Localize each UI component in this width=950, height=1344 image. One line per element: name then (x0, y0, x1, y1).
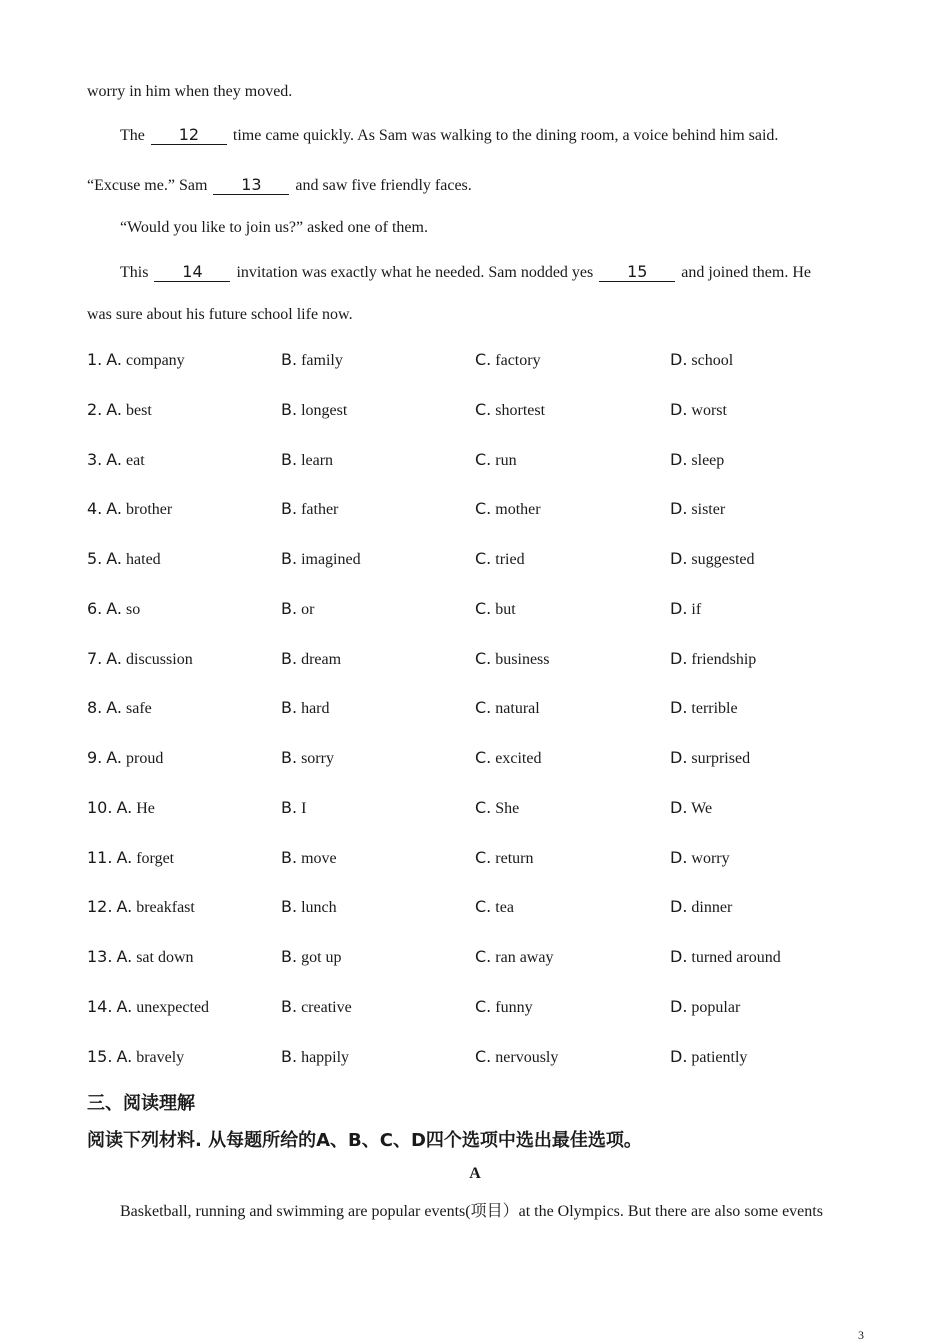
question-row (0, 399, 950, 421)
option-label: B. (281, 549, 298, 568)
option-text: sister (691, 501, 726, 518)
option-label: A. (116, 897, 133, 916)
option-text: unexpected (136, 999, 210, 1016)
passage-text: and joined them. He (681, 264, 811, 281)
option-c (475, 648, 550, 671)
option-text: company (126, 352, 185, 369)
option-d (670, 797, 712, 820)
option-a (87, 896, 195, 919)
option-label: D. (670, 798, 688, 817)
option-b (281, 449, 333, 472)
option-label: D. (670, 1047, 688, 1066)
option-text: I (301, 800, 307, 817)
option-d (670, 449, 724, 472)
blank-12: 12 (151, 126, 227, 145)
option-text: We (691, 800, 713, 817)
option-text: so (126, 601, 141, 618)
option-label: A. (116, 1047, 133, 1066)
option-text: surprised (691, 750, 751, 767)
option-d (670, 1046, 747, 1069)
option-c (475, 548, 525, 571)
question-number: 15. (87, 1047, 113, 1066)
option-text: shortest (495, 402, 546, 419)
question-row (0, 598, 950, 620)
blank-13: 13 (213, 176, 289, 195)
option-label: B. (281, 1047, 298, 1066)
option-b (281, 847, 337, 870)
option-d (670, 697, 738, 720)
option-text: hard (301, 700, 330, 717)
option-a (87, 598, 140, 621)
option-text: return (495, 850, 534, 867)
option-label: A. (106, 698, 123, 717)
option-text: bravely (136, 1049, 185, 1066)
option-label: C. (475, 848, 492, 867)
option-text: dinner (691, 899, 733, 916)
option-label: C. (475, 499, 492, 518)
option-text: ran away (495, 949, 554, 966)
option-text: learn (301, 452, 334, 469)
option-label: D. (670, 400, 688, 419)
option-text: got up (301, 949, 342, 966)
question-row (0, 996, 950, 1018)
option-label: A. (106, 400, 123, 419)
option-c (475, 896, 514, 919)
option-text: or (301, 601, 315, 618)
question-row (0, 697, 950, 719)
option-b (281, 996, 352, 1019)
option-label: D. (670, 499, 688, 518)
passage-label: A (469, 1165, 481, 1182)
option-label: B. (281, 698, 298, 717)
option-label: B. (281, 450, 298, 469)
option-d (670, 648, 756, 671)
question-number: 2. (87, 400, 103, 419)
question-row (0, 648, 950, 670)
option-label: D. (670, 549, 688, 568)
option-label: A. (106, 499, 123, 518)
option-b (281, 1046, 349, 1069)
passage-text: “Would you like to join us?” asked one of them. (120, 219, 428, 236)
passage-text: This (120, 264, 149, 281)
option-d (670, 847, 730, 870)
option-c (475, 747, 541, 770)
question-number: 7. (87, 649, 103, 668)
option-text: suggested (691, 551, 755, 568)
question-row (0, 896, 950, 918)
passage-line-6 (87, 305, 353, 325)
passage-line-4 (120, 218, 428, 238)
passage-text: time came quickly. As Sam was walking to the dining room, a voice behind him said. (232, 127, 779, 144)
passage-line-2 (120, 126, 778, 146)
option-c (475, 847, 533, 870)
question-number: 14. (87, 997, 113, 1016)
option-text: hated (126, 551, 161, 568)
option-label: A. (116, 798, 133, 817)
option-label: A. (116, 848, 133, 867)
option-a (87, 697, 152, 720)
option-label: C. (475, 400, 492, 419)
option-label: D. (670, 897, 688, 916)
option-label: C. (475, 748, 492, 767)
option-label: D. (670, 997, 688, 1016)
option-label: C. (475, 897, 492, 916)
question-row (0, 946, 950, 968)
option-b (281, 598, 314, 621)
reading-first-line: Basketball, running and swimming are popular events(项目）at the Olympics. But there are also some events (120, 1203, 823, 1220)
option-text: brother (126, 501, 173, 518)
option-b (281, 797, 306, 820)
option-text: natural (495, 700, 540, 717)
question-number: 13. (87, 947, 113, 966)
option-c (475, 399, 545, 422)
question-number: 8. (87, 698, 103, 717)
question-number: 6. (87, 599, 103, 618)
option-b (281, 648, 341, 671)
option-label: C. (475, 1047, 492, 1066)
option-label: A. (106, 599, 123, 618)
option-text: best (126, 402, 152, 419)
passage-text: The (120, 127, 145, 144)
option-text: creative (301, 999, 352, 1016)
option-text: worst (691, 402, 727, 419)
blank-15: 15 (599, 263, 675, 282)
option-text: proud (126, 750, 164, 767)
option-text: turned around (691, 949, 781, 966)
option-text: excited (495, 750, 542, 767)
option-text: sorry (301, 750, 334, 767)
option-label: C. (475, 798, 492, 817)
option-c (475, 449, 517, 472)
question-number: 3. (87, 450, 103, 469)
passage-text: “Excuse me.” Sam (87, 177, 208, 194)
option-text: forget (136, 850, 175, 867)
option-label: D. (670, 848, 688, 867)
option-text: sat down (136, 949, 194, 966)
page-number: 3 (858, 1328, 864, 1342)
option-c (475, 598, 516, 621)
passage-text: was sure about his future school life now. (87, 306, 353, 323)
option-text: business (495, 651, 550, 668)
section-title: 三、阅读理解 (87, 1093, 195, 1114)
option-label: A. (106, 549, 123, 568)
option-text: longest (301, 402, 348, 419)
option-text: He (136, 800, 155, 817)
option-label: A. (116, 997, 133, 1016)
option-text: tea (495, 899, 514, 916)
option-text: discussion (126, 651, 193, 668)
option-a (87, 349, 185, 372)
option-label: B. (281, 350, 298, 369)
option-a (87, 1046, 184, 1069)
option-label: B. (281, 947, 298, 966)
question-number: 11. (87, 848, 113, 867)
option-label: B. (281, 649, 298, 668)
question-number: 9. (87, 748, 103, 767)
option-b (281, 548, 361, 571)
option-label: D. (670, 350, 688, 369)
option-a (87, 498, 172, 521)
option-label: A. (106, 350, 123, 369)
option-label: B. (281, 798, 298, 817)
option-a (87, 946, 194, 969)
option-label: C. (475, 649, 492, 668)
option-label: A. (106, 748, 123, 767)
option-text: patiently (691, 1049, 748, 1066)
blank-14: 14 (154, 263, 230, 282)
question-number: 1. (87, 350, 103, 369)
option-b (281, 498, 338, 521)
option-c (475, 697, 540, 720)
option-label: D. (670, 698, 688, 717)
option-label: C. (475, 549, 492, 568)
question-row (0, 797, 950, 819)
question-number: 12. (87, 897, 113, 916)
option-label: D. (670, 599, 688, 618)
option-text: safe (126, 700, 152, 717)
option-d (670, 349, 733, 372)
option-text: run (495, 452, 517, 469)
option-b (281, 697, 330, 720)
option-text: terrible (691, 700, 738, 717)
option-a (87, 797, 155, 820)
passage-text: and saw five friendly faces. (295, 177, 472, 194)
question-number: 10. (87, 798, 113, 817)
option-label: D. (670, 748, 688, 767)
option-c (475, 498, 541, 521)
option-a (87, 648, 193, 671)
option-text: eat (126, 452, 145, 469)
question-number: 4. (87, 499, 103, 518)
question-row (0, 847, 950, 869)
option-label: D. (670, 649, 688, 668)
option-label: C. (475, 698, 492, 717)
option-text: funny (495, 999, 533, 1016)
option-text: mother (495, 501, 541, 518)
option-c (475, 996, 533, 1019)
passage-line-5 (120, 263, 811, 283)
option-text: school (691, 352, 734, 369)
option-label: B. (281, 599, 298, 618)
option-text: popular (691, 999, 741, 1016)
option-label: B. (281, 748, 298, 767)
option-b (281, 946, 342, 969)
option-c (475, 946, 553, 969)
option-text: sleep (691, 452, 725, 469)
option-c (475, 797, 519, 820)
option-c (475, 349, 541, 372)
option-label: C. (475, 350, 492, 369)
option-b (281, 349, 343, 372)
option-text: family (301, 352, 343, 369)
passage-text: worry in him when they moved. (87, 83, 293, 100)
question-number: 5. (87, 549, 103, 568)
option-label: A. (106, 649, 123, 668)
option-d (670, 747, 750, 770)
option-d (670, 548, 755, 571)
option-label: D. (670, 947, 688, 966)
question-row (0, 1046, 950, 1068)
question-row (0, 498, 950, 520)
option-label: A. (106, 450, 123, 469)
option-b (281, 896, 337, 919)
option-label: C. (475, 450, 492, 469)
option-text: worry (691, 850, 730, 867)
option-a (87, 996, 209, 1019)
question-row (0, 548, 950, 570)
option-text: tried (495, 551, 525, 568)
passage-text: invitation was exactly what he needed. Sam nodded yes (236, 264, 594, 281)
passage-line-3 (87, 176, 472, 196)
option-label: B. (281, 897, 298, 916)
option-text: if (691, 601, 702, 618)
option-label: B. (281, 848, 298, 867)
option-label: B. (281, 400, 298, 419)
option-text: but (495, 601, 516, 618)
option-text: friendship (691, 651, 757, 668)
option-text: lunch (301, 899, 337, 916)
option-label: C. (475, 997, 492, 1016)
option-a (87, 449, 145, 472)
option-text: nervously (495, 1049, 559, 1066)
option-d (670, 946, 781, 969)
option-label: A. (116, 947, 133, 966)
option-a (87, 548, 161, 571)
option-text: happily (301, 1049, 350, 1066)
option-label: C. (475, 599, 492, 618)
option-b (281, 747, 334, 770)
option-text: dream (301, 651, 342, 668)
option-text: factory (495, 352, 541, 369)
question-row (0, 449, 950, 471)
option-a (87, 747, 163, 770)
option-d (670, 399, 727, 422)
question-row (0, 349, 950, 371)
section-instruction: 阅读下列材料. 从每题所给的A、B、C、D四个选项中选出最佳选项。 (87, 1130, 642, 1151)
option-text: She (495, 800, 520, 817)
option-text: imagined (301, 551, 361, 568)
option-d (670, 498, 725, 521)
passage-line-1 (87, 82, 292, 102)
option-text: father (301, 501, 339, 518)
option-b (281, 399, 347, 422)
option-label: B. (281, 997, 298, 1016)
option-text: breakfast (136, 899, 195, 916)
option-label: B. (281, 499, 298, 518)
option-a (87, 847, 174, 870)
option-d (670, 996, 740, 1019)
question-row (0, 747, 950, 769)
option-d (670, 896, 732, 919)
option-label: D. (670, 450, 688, 469)
option-c (475, 1046, 558, 1069)
option-d (670, 598, 701, 621)
option-text: move (301, 850, 337, 867)
option-a (87, 399, 152, 422)
option-label: C. (475, 947, 492, 966)
